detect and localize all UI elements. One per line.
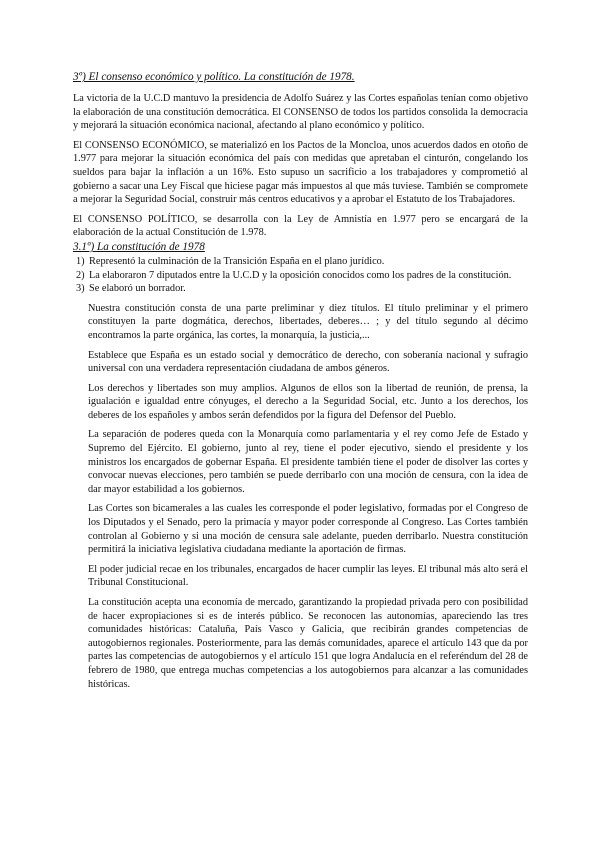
list-item <box>73 282 528 296</box>
list-number: 1) <box>76 255 85 267</box>
subsection-heading: 3.1º) La constitución de 1978 <box>73 240 205 253</box>
state-paragraph: Establece que España es un estado social y democrático de derecho, con soberanía nacional y sufragio universal con una verdadera representación ciudadana de ambos géneros. <box>88 349 528 375</box>
separation-of-powers-paragraph: La separación de poderes queda con la Monarquía como parlamentaria y el rey como Jefe de Estado y Supremo del Ejército. El gobierno, junto al rey, tiene el poder ejecutivo, siendo el presidente y los ministros los encargados de gobernar España. El presidente también tiene el poder de disolver las cortes y convocar nuevas elecciones, pero también se puede derribarlo con una moción de censura, con la idea de dar mayor estabilidad a los gobiernos. <box>88 429 528 495</box>
document-page <box>73 70 528 697</box>
list-text: Se elaboró un borrador. <box>89 283 186 295</box>
list-number: 3) <box>76 283 85 295</box>
list-text: La elaboraron 7 diputados entre la U.C.D y la oposición conocidos como los padres de la constitución. <box>89 269 512 281</box>
section-heading: 3º) El consenso económico y político. La constitución de 1978. <box>73 71 355 83</box>
intro-paragraph: La victoria de la U.C.D mantuvo la presidencia de Adolfo Suárez y las Cortes españolas tenían como objetivo la elaboración de una constitución democrática. El CONSENSO de todos los partidos consolida la democracia y mejorará la situación económica nacional, afectando al plano económico y político. <box>73 93 528 132</box>
structure-paragraph: Nuestra constitución consta de una parte preliminar y diez títulos. El título preliminar y el primero constituyen la parte dogmática, derechos, libertades, deberes… ; y del título segundo al décimo encontramos la parte orgánica, las cortes, la monarquía, la justicia,... <box>88 302 528 341</box>
list-item <box>73 269 528 283</box>
numbered-list <box>73 255 528 296</box>
economy-autonomies-paragraph: La constitución acepta una economía de mercado, garantizando la propiedad privada pero con posibilidad de hacer expropiaciones si es de interés público. Se reconocen las autonomías, apareciendo las tres comunidades históricas: Cataluña, País Vasco y Galicia, que recibirán grandes competencias de autogobiernos regionales. Posteriormente, para las demás comunidades, aparece el artículo 143 que da por partes las competencias de autogobiernos y el artículo 151 que logra Andalucía en el referéndum del 28 de febrero de 1980, que entrega muchas competencias a los autogobiernos para alcanzar a las comunidades históricas. <box>88 597 528 690</box>
rights-paragraph: Los derechos y libertades son muy amplios. Algunos de ellos son la libertad de reunión, de prensa, la igualación e igualdad entre cónyuges, el derecho a la Seguridad Social, etc. Junto a los derechos, los deberes de los españoles y ambos serán defendidos por la figura del Defensor del Pueblo. <box>88 382 528 421</box>
political-consensus-paragraph: El CONSENSO POLÍTICO, se desarrolla con la Ley de Amnistía en 1.977 pero se encargará de la elaboración de la actual Constitución de 1.978. <box>73 213 528 239</box>
constitution-body <box>88 302 528 691</box>
list-item <box>73 255 528 269</box>
economic-consensus-paragraph: El CONSENSO ECONÓMICO, se materializó en los Pactos de la Moncloa, unos acuerdos dados en otoño de 1.977 para mejorar la situación económica del país con medidas que apretaban el cinturón, congelando los sueldos para bajar la inflación a un 16%. Esto supuso un sacrificio a los trabajadores y comprometió al gobierno a sacar una Ley Fiscal que hiciese pagar más impuestos al que más tuviese. También se compromete a mejorar la Seguridad Social, construir más centros educativos y a aprobar el Estatuto de los Trabajadores. <box>73 139 528 206</box>
cortes-paragraph: Las Cortes son bicamerales a las cuales les corresponde el poder legislativo, formadas por el Congreso de los Diputados y el Senado, pero la primacía y mayor poder corresponde al Congreso. Las Cortes también controlan al Gobierno y si una moción de censura sale adelante, pueden derribarlo. Nuestra constitución permitirá la iniciativa legislativa ciudadana mediante la aportación de firmas. <box>88 503 528 556</box>
list-text: Representó la culminación de la Transición España en el plano jurídico. <box>89 255 385 267</box>
judicial-paragraph: El poder judicial recae en los tribunales, encargados de hacer cumplir las leyes. El tribunal más alto será el Tribunal Constitucional. <box>88 563 528 589</box>
list-number: 2) <box>76 269 85 281</box>
